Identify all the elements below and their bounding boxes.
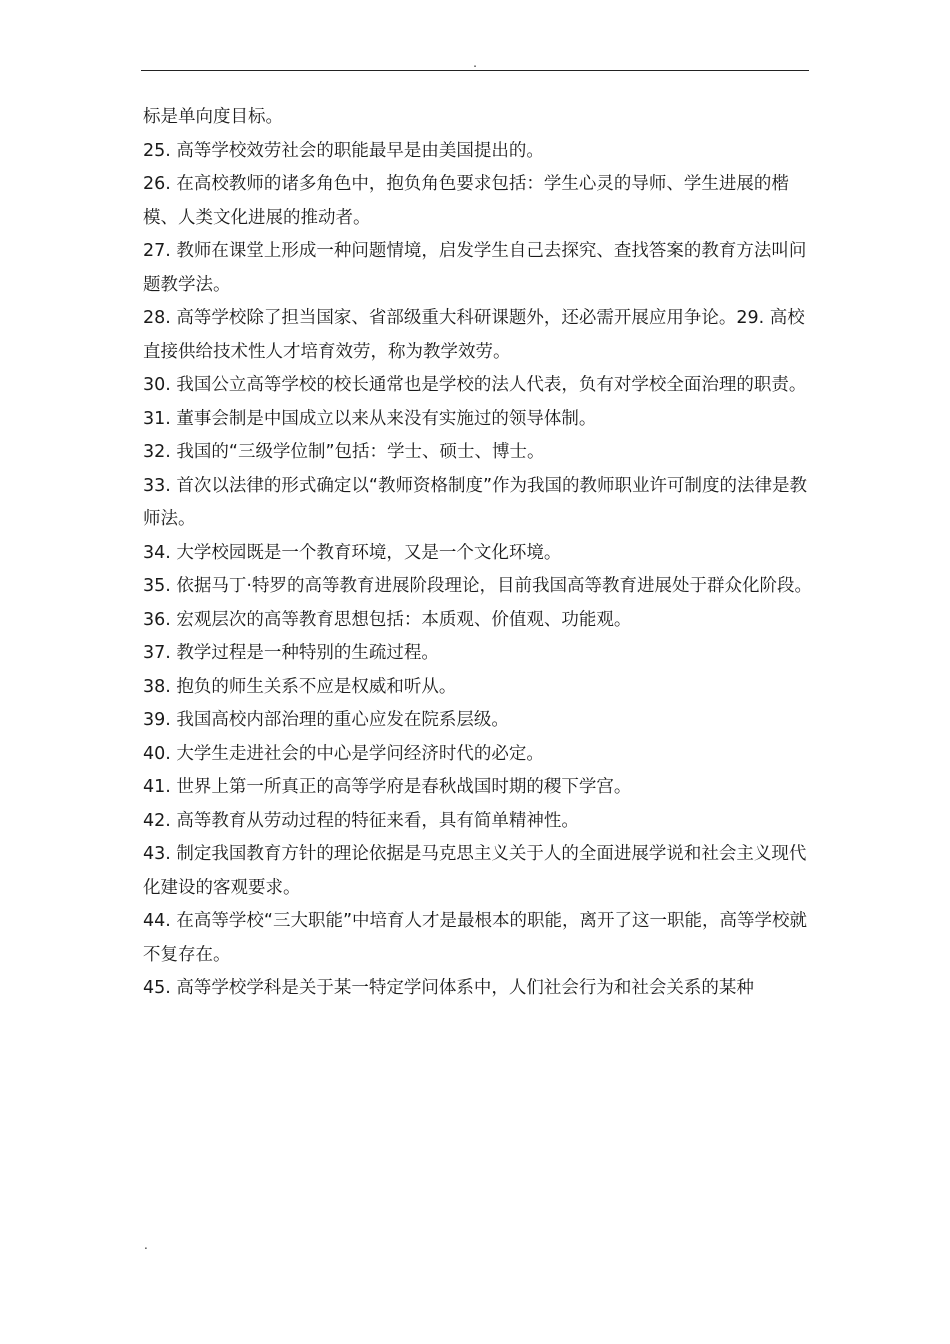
paragraph-40: 40. 大学生走进社会的中心是学问经济时代的必定。: [143, 743, 544, 764]
paragraph-34: 34. 大学校园既是一个教育环境，又是一个文化环境。: [143, 542, 562, 563]
paragraph-26: 26. 在高校教师的诸多角色中，抱负角色要求包括：学生心灵的导师、学生进展的楷模、人类文化进展的推动者。: [143, 174, 789, 228]
document-body: [143, 101, 815, 1006]
paragraph-41: 41. 世界上第一所真正的高等学府是春秋战国时期的稷下学宫。: [143, 777, 632, 797]
paragraph-38: 38. 抱负的师生关系不应是权威和听从。: [143, 676, 457, 697]
paragraph-32: 32. 我国的“三级学位制”包括：学士、硕士、博士。: [143, 442, 545, 462]
paragraph-28-29: 28. 高等学校除了担当国家、省部级重大科研课题外，还必需开展应用争论。29. 高校直接供给技术性人才培育效劳，称为教学效劳。: [143, 308, 805, 362]
paragraph-33: 33. 首次以法律的形式确定以“教师资格制度”作为我国的教师职业许可制度的法律是教师法。: [143, 475, 808, 529]
paragraph-25: 25. 高等学校效劳社会的职能最早是由美国提出的。: [143, 140, 544, 161]
paragraph-37: 37. 教学过程是一种特别的生疏过程。: [143, 643, 439, 663]
paragraph-35: 35. 依据马丁·特罗的高等教育进展阶段理论，目前我国高等教育进展处于群众化阶段。: [143, 576, 812, 596]
paragraph-44: 44. 在高等学校“三大职能”中培育人才是最根本的职能，离开了这一职能，高等学校就不复存在。: [143, 911, 808, 965]
header-mark: .: [473, 56, 477, 70]
paragraph-42: 42. 高等教育从劳动过程的特征来看，具有简单精神性。: [143, 810, 579, 831]
paragraph-31: 31. 董事会制是中国成立以来从来没有实施过的领导体制。: [143, 408, 597, 429]
paragraph-continuation: 标是单向度目标。: [143, 107, 283, 127]
paragraph-45: 45. 高等学校学科是关于某一特定学问体系中，人们社会行为和社会关系的某种: [143, 978, 754, 998]
paragraph-43: 43. 制定我国教育方针的理论依据是马克思主义关于人的全面进展学说和社会主义现代化建设的客观要求。: [143, 844, 807, 898]
paragraph-39: 39. 我国高校内部治理的重心应发在院系层级。: [143, 710, 509, 730]
paragraph-30: 30. 我国公立高等学校的校长通常也是学校的法人代表，负有对学校全面治理的职责。: [143, 375, 807, 395]
paragraph-27: 27. 教师在课堂上形成一种问题情境，启发学生自己去探究、查找答案的教育方法叫问题教学法。: [143, 241, 807, 295]
paragraph-36: 36. 宏观层次的高等教育思想包括：本质观、价值观、功能观。: [143, 609, 632, 630]
header-rule: [141, 70, 809, 71]
footer-mark: .: [144, 1238, 148, 1252]
